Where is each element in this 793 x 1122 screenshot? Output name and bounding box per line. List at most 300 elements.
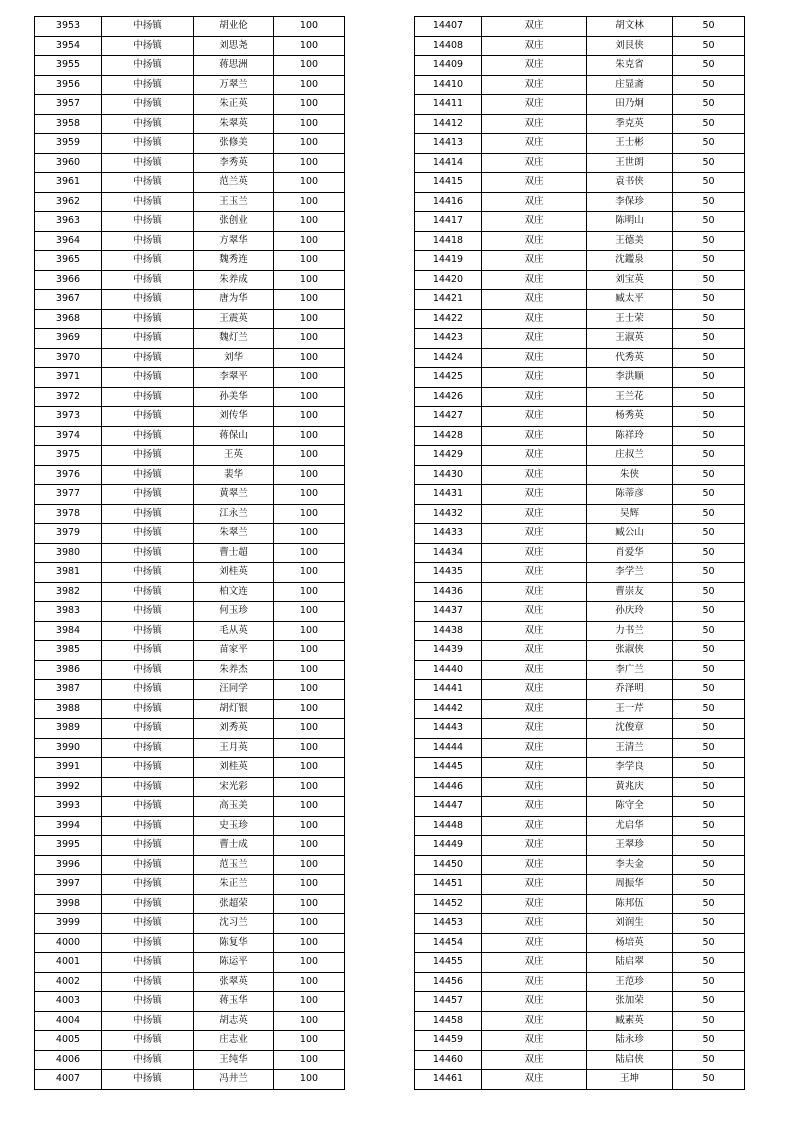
town-cell: 中扬镇	[102, 134, 194, 154]
table-row	[35, 758, 345, 778]
table-row	[35, 270, 345, 290]
table-row	[415, 875, 745, 895]
amount-cell: 100	[274, 836, 345, 856]
record-number-cell: 14420	[415, 270, 482, 290]
table-row	[35, 855, 345, 875]
table-row	[35, 1011, 345, 1031]
amount-cell: 100	[274, 270, 345, 290]
amount-cell: 50	[673, 1011, 745, 1031]
person-name-cell: 田乃炯	[587, 95, 673, 115]
amount-cell: 50	[673, 387, 745, 407]
town-cell: 双庄	[482, 329, 587, 349]
town-cell: 中扬镇	[102, 855, 194, 875]
person-name-cell: 陆永珍	[587, 1031, 673, 1051]
record-number-cell: 14424	[415, 348, 482, 368]
amount-cell: 100	[274, 524, 345, 544]
person-name-cell: 胡灯银	[194, 699, 274, 719]
amount-cell: 50	[673, 173, 745, 193]
record-number-cell: 3983	[35, 602, 102, 622]
amount-cell: 100	[274, 407, 345, 427]
record-number-cell: 3953	[35, 17, 102, 37]
table-row	[35, 368, 345, 388]
record-number-cell: 3964	[35, 231, 102, 251]
record-number-cell: 3988	[35, 699, 102, 719]
record-number-cell: 14457	[415, 992, 482, 1012]
table-row	[415, 368, 745, 388]
table-row	[35, 95, 345, 115]
record-number-cell: 3987	[35, 680, 102, 700]
record-number-cell: 14451	[415, 875, 482, 895]
record-number-cell: 3985	[35, 641, 102, 661]
person-name-cell: 杨秀英	[587, 407, 673, 427]
table-row	[415, 953, 745, 973]
record-number-cell: 14452	[415, 894, 482, 914]
person-name-cell: 孙庆玲	[587, 602, 673, 622]
town-cell: 双庄	[482, 465, 587, 485]
town-cell: 双庄	[482, 894, 587, 914]
town-cell: 双庄	[482, 114, 587, 134]
amount-cell: 50	[673, 524, 745, 544]
table-row	[35, 134, 345, 154]
table-row	[415, 95, 745, 115]
town-cell: 双庄	[482, 134, 587, 154]
amount-cell: 100	[274, 348, 345, 368]
person-name-cell: 朱养成	[194, 270, 274, 290]
record-number-cell: 3967	[35, 290, 102, 310]
amount-cell: 50	[673, 1070, 745, 1090]
table-row	[35, 1050, 345, 1070]
person-name-cell: 代秀英	[587, 348, 673, 368]
record-number-cell: 3996	[35, 855, 102, 875]
town-cell: 中扬镇	[102, 290, 194, 310]
amount-cell: 100	[274, 972, 345, 992]
table-row	[35, 602, 345, 622]
table-row	[35, 329, 345, 349]
table-row	[415, 602, 745, 622]
person-name-cell: 肖爱华	[587, 543, 673, 563]
table-row	[35, 582, 345, 602]
person-name-cell: 朱克省	[587, 56, 673, 76]
amount-cell: 50	[673, 797, 745, 817]
table-row	[415, 251, 745, 271]
table-row	[415, 426, 745, 446]
person-name-cell: 李夫金	[587, 855, 673, 875]
town-cell: 中扬镇	[102, 75, 194, 95]
table-row	[35, 446, 345, 466]
person-name-cell: 沈习兰	[194, 914, 274, 934]
amount-cell: 50	[673, 875, 745, 895]
amount-cell: 100	[274, 309, 345, 329]
record-number-cell: 14461	[415, 1070, 482, 1090]
amount-cell: 50	[673, 719, 745, 739]
record-number-cell: 3957	[35, 95, 102, 115]
town-cell: 双庄	[482, 56, 587, 76]
record-number-cell: 14427	[415, 407, 482, 427]
amount-cell: 100	[274, 933, 345, 953]
record-number-cell: 3989	[35, 719, 102, 739]
amount-cell: 50	[673, 134, 745, 154]
town-cell: 双庄	[482, 797, 587, 817]
record-number-cell: 14412	[415, 114, 482, 134]
person-name-cell: 刘传华	[194, 407, 274, 427]
person-name-cell: 柏文连	[194, 582, 274, 602]
person-name-cell: 李学良	[587, 758, 673, 778]
left-roster-body	[35, 17, 345, 1090]
table-row	[415, 797, 745, 817]
table-row	[415, 777, 745, 797]
table-row	[35, 212, 345, 232]
town-cell: 中扬镇	[102, 582, 194, 602]
table-row	[35, 75, 345, 95]
record-number-cell: 3956	[35, 75, 102, 95]
town-cell: 中扬镇	[102, 699, 194, 719]
amount-cell: 50	[673, 777, 745, 797]
amount-cell: 50	[673, 309, 745, 329]
town-cell: 双庄	[482, 407, 587, 427]
town-cell: 双庄	[482, 660, 587, 680]
record-number-cell: 14430	[415, 465, 482, 485]
record-number-cell: 3973	[35, 407, 102, 427]
record-number-cell: 14432	[415, 504, 482, 524]
table-row	[35, 933, 345, 953]
person-name-cell: 曹士成	[194, 836, 274, 856]
town-cell: 中扬镇	[102, 953, 194, 973]
town-cell: 双庄	[482, 543, 587, 563]
town-cell: 中扬镇	[102, 192, 194, 212]
record-number-cell: 14446	[415, 777, 482, 797]
table-row	[35, 563, 345, 583]
amount-cell: 50	[673, 485, 745, 505]
town-cell: 双庄	[482, 836, 587, 856]
town-cell: 中扬镇	[102, 543, 194, 563]
amount-cell: 50	[673, 290, 745, 310]
amount-cell: 50	[673, 465, 745, 485]
record-number-cell: 4005	[35, 1031, 102, 1051]
record-number-cell: 14433	[415, 524, 482, 544]
amount-cell: 50	[673, 582, 745, 602]
table-row	[35, 875, 345, 895]
amount-cell: 50	[673, 192, 745, 212]
person-name-cell: 冯井兰	[194, 1070, 274, 1090]
town-cell: 双庄	[482, 582, 587, 602]
table-row	[415, 836, 745, 856]
record-number-cell: 14438	[415, 621, 482, 641]
right-roster-table	[414, 16, 745, 1090]
record-number-cell: 14423	[415, 329, 482, 349]
table-row	[35, 972, 345, 992]
table-row	[415, 504, 745, 524]
amount-cell: 50	[673, 212, 745, 232]
town-cell: 中扬镇	[102, 368, 194, 388]
record-number-cell: 3961	[35, 173, 102, 193]
town-cell: 中扬镇	[102, 329, 194, 349]
amount-cell: 100	[274, 134, 345, 154]
person-name-cell: 李学兰	[587, 563, 673, 583]
amount-cell: 100	[274, 816, 345, 836]
amount-cell: 100	[274, 855, 345, 875]
record-number-cell: 4003	[35, 992, 102, 1012]
record-number-cell: 3955	[35, 56, 102, 76]
table-row	[415, 738, 745, 758]
town-cell: 双庄	[482, 992, 587, 1012]
person-name-cell: 朱翠英	[194, 114, 274, 134]
town-cell: 双庄	[482, 816, 587, 836]
amount-cell: 100	[274, 543, 345, 563]
table-row	[415, 329, 745, 349]
record-number-cell: 3997	[35, 875, 102, 895]
table-row	[35, 1031, 345, 1051]
record-number-cell: 3998	[35, 894, 102, 914]
town-cell: 双庄	[482, 875, 587, 895]
town-cell: 中扬镇	[102, 407, 194, 427]
amount-cell: 100	[274, 992, 345, 1012]
amount-cell: 50	[673, 563, 745, 583]
town-cell: 中扬镇	[102, 992, 194, 1012]
record-number-cell: 4007	[35, 1070, 102, 1090]
person-name-cell: 王玉兰	[194, 192, 274, 212]
person-name-cell: 毛从英	[194, 621, 274, 641]
record-number-cell: 14429	[415, 446, 482, 466]
amount-cell: 100	[274, 1031, 345, 1051]
record-number-cell: 14456	[415, 972, 482, 992]
town-cell: 中扬镇	[102, 446, 194, 466]
amount-cell: 100	[274, 621, 345, 641]
amount-cell: 50	[673, 426, 745, 446]
person-name-cell: 李广兰	[587, 660, 673, 680]
town-cell: 双庄	[482, 524, 587, 544]
record-number-cell: 14407	[415, 17, 482, 37]
record-number-cell: 3975	[35, 446, 102, 466]
amount-cell: 100	[274, 192, 345, 212]
amount-cell: 50	[673, 914, 745, 934]
table-row	[35, 309, 345, 329]
person-name-cell: 曹崇友	[587, 582, 673, 602]
table-row	[35, 777, 345, 797]
person-name-cell: 张加荣	[587, 992, 673, 1012]
table-row	[35, 641, 345, 661]
record-number-cell: 3969	[35, 329, 102, 349]
town-cell: 双庄	[482, 855, 587, 875]
person-name-cell: 李翠平	[194, 368, 274, 388]
amount-cell: 50	[673, 504, 745, 524]
amount-cell: 50	[673, 270, 745, 290]
person-name-cell: 陈祥玲	[587, 426, 673, 446]
person-name-cell: 王震英	[194, 309, 274, 329]
table-row	[415, 231, 745, 251]
table-row	[35, 816, 345, 836]
town-cell: 双庄	[482, 173, 587, 193]
person-name-cell: 陈蒂彦	[587, 485, 673, 505]
town-cell: 中扬镇	[102, 758, 194, 778]
table-row	[35, 231, 345, 251]
record-number-cell: 14459	[415, 1031, 482, 1051]
amount-cell: 100	[274, 894, 345, 914]
town-cell: 中扬镇	[102, 56, 194, 76]
town-cell: 中扬镇	[102, 563, 194, 583]
record-number-cell: 3958	[35, 114, 102, 134]
record-number-cell: 14455	[415, 953, 482, 973]
amount-cell: 100	[274, 173, 345, 193]
record-number-cell: 14410	[415, 75, 482, 95]
town-cell: 中扬镇	[102, 348, 194, 368]
table-row	[35, 17, 345, 37]
record-number-cell: 14441	[415, 680, 482, 700]
town-cell: 双庄	[482, 387, 587, 407]
amount-cell: 50	[673, 251, 745, 271]
person-name-cell: 王坤	[587, 1070, 673, 1090]
record-number-cell: 14440	[415, 660, 482, 680]
table-row	[35, 348, 345, 368]
person-name-cell: 刘宝英	[587, 270, 673, 290]
person-name-cell: 胡文林	[587, 17, 673, 37]
record-number-cell: 3954	[35, 36, 102, 56]
record-number-cell: 3999	[35, 914, 102, 934]
record-number-cell: 3994	[35, 816, 102, 836]
person-name-cell: 李秀英	[194, 153, 274, 173]
record-number-cell: 14415	[415, 173, 482, 193]
record-number-cell: 14409	[415, 56, 482, 76]
record-number-cell: 14413	[415, 134, 482, 154]
amount-cell: 100	[274, 114, 345, 134]
amount-cell: 100	[274, 17, 345, 37]
town-cell: 双庄	[482, 368, 587, 388]
town-cell: 中扬镇	[102, 680, 194, 700]
person-name-cell: 何玉珍	[194, 602, 274, 622]
person-name-cell: 吴辉	[587, 504, 673, 524]
town-cell: 中扬镇	[102, 36, 194, 56]
amount-cell: 50	[673, 329, 745, 349]
table-row	[415, 1011, 745, 1031]
person-name-cell: 庄显斋	[587, 75, 673, 95]
town-cell: 中扬镇	[102, 972, 194, 992]
record-number-cell: 3966	[35, 270, 102, 290]
record-number-cell: 3992	[35, 777, 102, 797]
table-row	[415, 972, 745, 992]
record-number-cell: 3982	[35, 582, 102, 602]
table-row	[415, 173, 745, 193]
town-cell: 双庄	[482, 680, 587, 700]
town-cell: 中扬镇	[102, 641, 194, 661]
town-cell: 中扬镇	[102, 816, 194, 836]
record-number-cell: 14419	[415, 251, 482, 271]
town-cell: 中扬镇	[102, 95, 194, 115]
record-number-cell: 4000	[35, 933, 102, 953]
town-cell: 双庄	[482, 719, 587, 739]
person-name-cell: 刘润生	[587, 914, 673, 934]
table-row	[35, 387, 345, 407]
table-row	[415, 134, 745, 154]
amount-cell: 50	[673, 758, 745, 778]
amount-cell: 50	[673, 1050, 745, 1070]
town-cell: 中扬镇	[102, 524, 194, 544]
town-cell: 双庄	[482, 563, 587, 583]
person-name-cell: 王世朗	[587, 153, 673, 173]
town-cell: 双庄	[482, 621, 587, 641]
amount-cell: 100	[274, 465, 345, 485]
town-cell: 中扬镇	[102, 1050, 194, 1070]
town-cell: 双庄	[482, 231, 587, 251]
amount-cell: 50	[673, 953, 745, 973]
table-row	[415, 992, 745, 1012]
person-name-cell: 蒋玉华	[194, 992, 274, 1012]
town-cell: 中扬镇	[102, 719, 194, 739]
amount-cell: 50	[673, 153, 745, 173]
record-number-cell: 14443	[415, 719, 482, 739]
table-row	[35, 953, 345, 973]
person-name-cell: 曹士超	[194, 543, 274, 563]
town-cell: 中扬镇	[102, 153, 194, 173]
record-number-cell: 14421	[415, 290, 482, 310]
record-number-cell: 14445	[415, 758, 482, 778]
record-number-cell: 4001	[35, 953, 102, 973]
person-name-cell: 李保珍	[587, 192, 673, 212]
town-cell: 双庄	[482, 504, 587, 524]
town-cell: 中扬镇	[102, 465, 194, 485]
record-number-cell: 3962	[35, 192, 102, 212]
person-name-cell: 蒋保山	[194, 426, 274, 446]
town-cell: 双庄	[482, 699, 587, 719]
person-name-cell: 乔泽明	[587, 680, 673, 700]
record-number-cell: 3990	[35, 738, 102, 758]
record-number-cell: 14458	[415, 1011, 482, 1031]
record-number-cell: 14448	[415, 816, 482, 836]
table-row	[35, 465, 345, 485]
person-name-cell: 朱翠兰	[194, 524, 274, 544]
person-name-cell: 黄翠兰	[194, 485, 274, 505]
town-cell: 双庄	[482, 309, 587, 329]
amount-cell: 100	[274, 699, 345, 719]
amount-cell: 100	[274, 95, 345, 115]
person-name-cell: 臧太平	[587, 290, 673, 310]
town-cell: 中扬镇	[102, 426, 194, 446]
amount-cell: 100	[274, 1070, 345, 1090]
table-row	[415, 524, 745, 544]
record-number-cell: 3971	[35, 368, 102, 388]
record-number-cell: 14439	[415, 641, 482, 661]
town-cell: 中扬镇	[102, 914, 194, 934]
table-row	[415, 17, 745, 37]
person-name-cell: 王月英	[194, 738, 274, 758]
table-row	[415, 641, 745, 661]
amount-cell: 100	[274, 875, 345, 895]
person-name-cell: 刘秀英	[194, 719, 274, 739]
amount-cell: 50	[673, 699, 745, 719]
table-row	[415, 407, 745, 427]
town-cell: 双庄	[482, 738, 587, 758]
person-name-cell: 苗家平	[194, 641, 274, 661]
record-number-cell: 14426	[415, 387, 482, 407]
record-number-cell: 14416	[415, 192, 482, 212]
amount-cell: 100	[274, 426, 345, 446]
table-row	[415, 212, 745, 232]
person-name-cell: 张淑侠	[587, 641, 673, 661]
table-row	[415, 1070, 745, 1090]
amount-cell: 50	[673, 641, 745, 661]
town-cell: 双庄	[482, 212, 587, 232]
amount-cell: 100	[274, 446, 345, 466]
record-number-cell: 14437	[415, 602, 482, 622]
town-cell: 中扬镇	[102, 231, 194, 251]
town-cell: 双庄	[482, 153, 587, 173]
table-row	[415, 563, 745, 583]
table-row	[35, 894, 345, 914]
town-cell: 中扬镇	[102, 660, 194, 680]
amount-cell: 50	[673, 56, 745, 76]
person-name-cell: 刘华	[194, 348, 274, 368]
table-row	[415, 290, 745, 310]
table-row	[415, 855, 745, 875]
town-cell: 双庄	[482, 485, 587, 505]
